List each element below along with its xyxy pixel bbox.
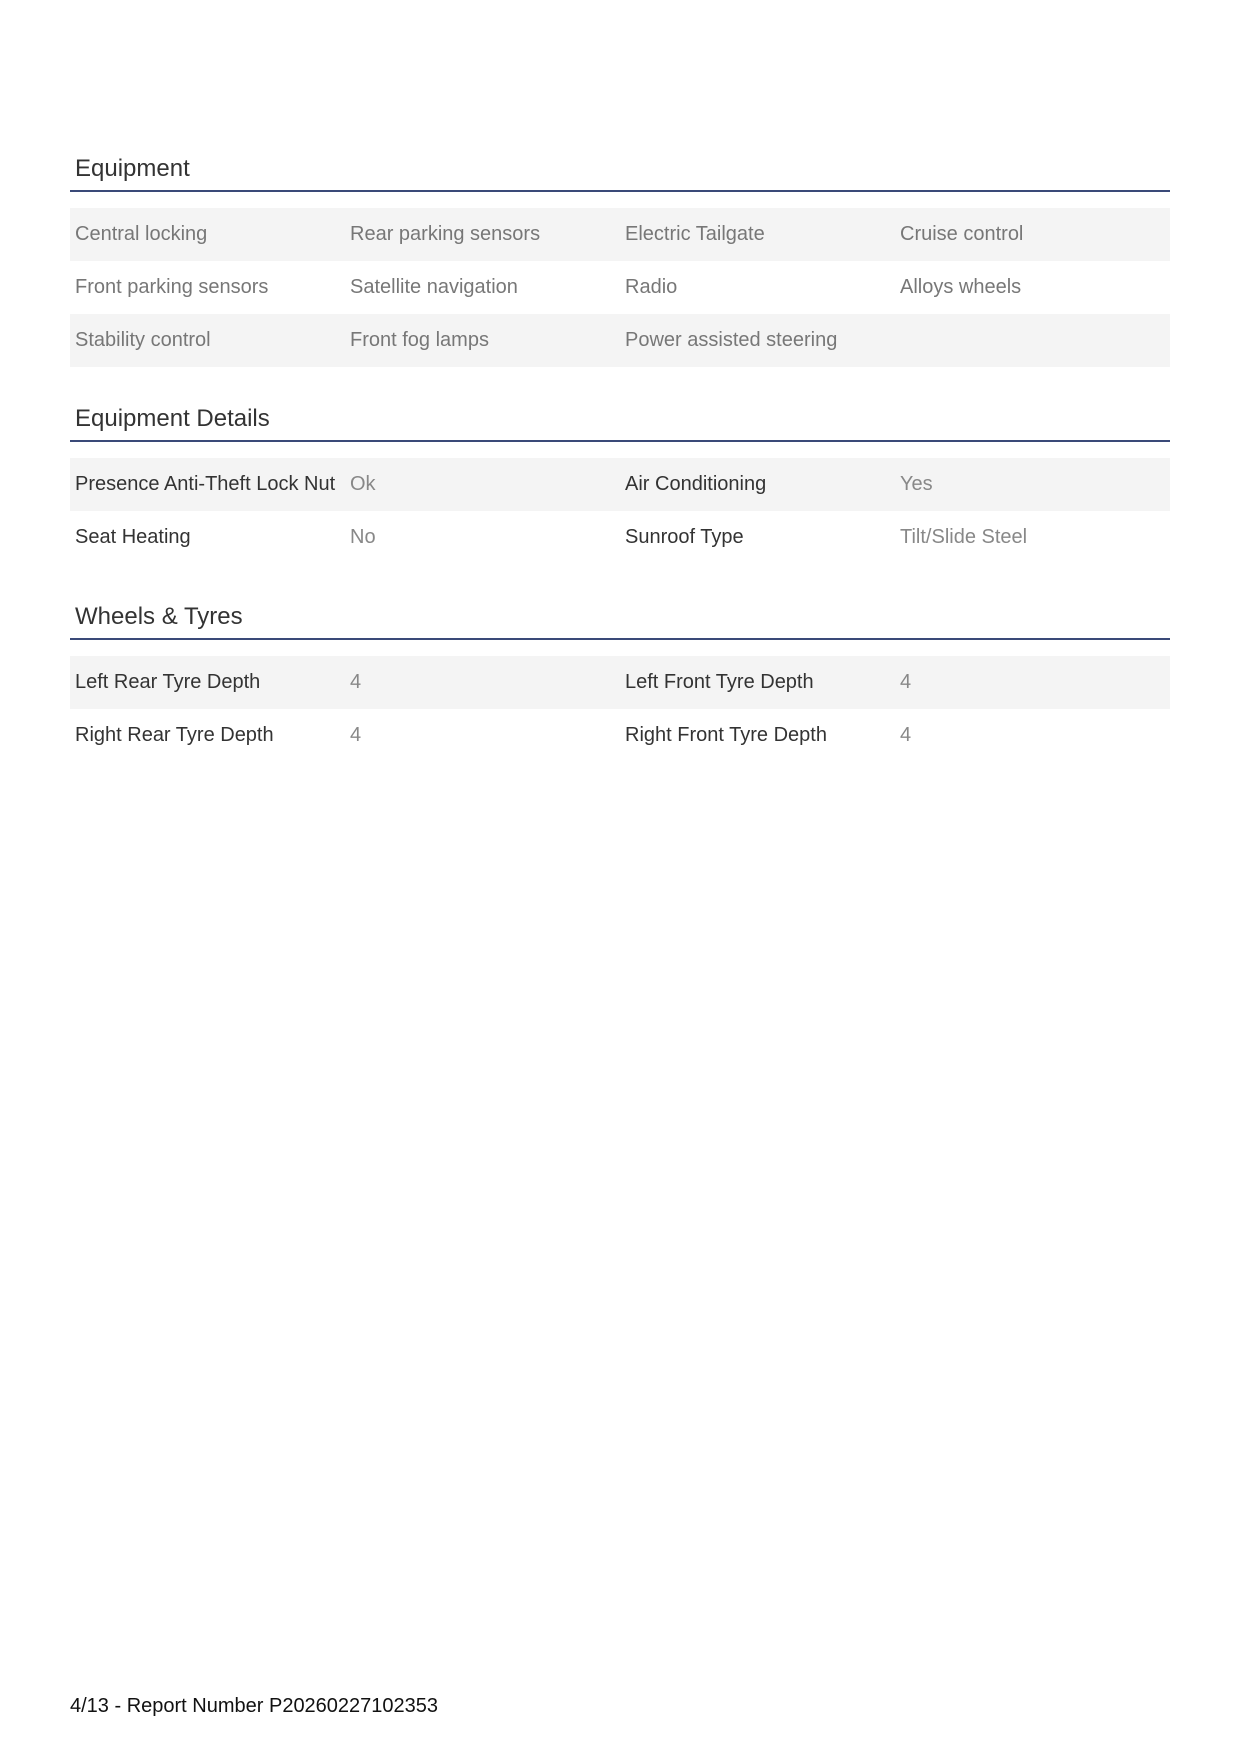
table-row — [70, 261, 1170, 314]
tyre-label: Right Rear Tyre Depth — [75, 724, 274, 746]
equipment-item: Front parking sensors — [75, 276, 269, 298]
wheels-tyres-table — [70, 656, 1170, 762]
tyre-label: Left Rear Tyre Depth — [70, 656, 345, 709]
equipment-item: Radio — [625, 276, 678, 298]
equipment-details-table — [70, 458, 1170, 564]
wheels-tyres-heading: Wheels & Tyres — [70, 598, 1170, 640]
detail-label: Sunroof Type — [625, 526, 744, 548]
equipment-item: Electric Tailgate — [620, 208, 895, 261]
equipment-item: Stability control — [70, 314, 345, 367]
tyre-value: 4 — [900, 724, 912, 746]
table-row — [70, 709, 1170, 762]
tyre-label: Left Front Tyre Depth — [620, 656, 895, 709]
detail-value: No — [350, 526, 376, 548]
equipment-details-heading: Equipment Details — [70, 400, 1170, 442]
equipment-item: Central locking — [70, 208, 345, 261]
detail-label: Presence Anti-Theft Lock Nut — [70, 458, 345, 511]
detail-value: Ok — [345, 458, 620, 511]
table-row — [70, 656, 1170, 709]
tyre-value: 4 — [895, 656, 1170, 709]
equipment-heading: Equipment — [70, 150, 1170, 192]
tyre-value: 4 — [345, 656, 620, 709]
detail-label: Seat Heating — [75, 526, 191, 548]
detail-value: Yes — [895, 458, 1170, 511]
equipment-item: Cruise control — [895, 208, 1170, 261]
table-row — [70, 511, 1170, 564]
tyre-value: 4 — [350, 724, 362, 746]
equipment-details-section — [70, 400, 1170, 564]
detail-label: Air Conditioning — [620, 458, 895, 511]
wheels-tyres-section — [70, 598, 1170, 762]
equipment-table — [70, 208, 1170, 367]
equipment-section — [70, 150, 1170, 367]
equipment-item: Alloys wheels — [900, 276, 1022, 298]
table-row — [70, 458, 1170, 511]
table-row — [70, 314, 1170, 367]
equipment-item: Rear parking sensors — [345, 208, 620, 261]
page-footer: 4/13 - Report Number P20260227102353 — [70, 1695, 439, 1717]
equipment-item: Satellite navigation — [350, 276, 518, 298]
tyre-label: Right Front Tyre Depth — [625, 724, 827, 746]
equipment-item: Power assisted steering — [620, 314, 895, 367]
equipment-item: Front fog lamps — [345, 314, 620, 367]
equipment-item — [895, 314, 1170, 367]
detail-value: Tilt/Slide Steel — [900, 526, 1028, 548]
table-row — [70, 208, 1170, 261]
